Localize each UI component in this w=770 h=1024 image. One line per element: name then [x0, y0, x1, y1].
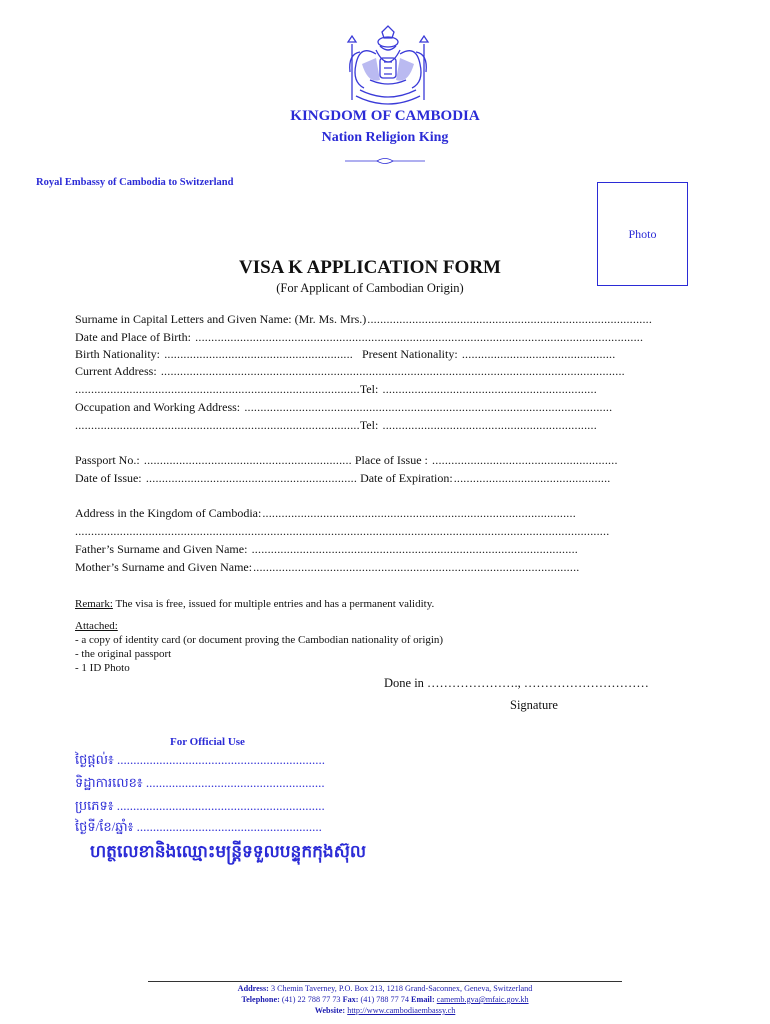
- footer-website: Website: http://www.cambodiaembassy.ch: [314, 1006, 456, 1015]
- footer-contacts: Telephone: (41) 22 788 77 73 Fax: (41) 788 77 74 Email: camemb.gva@mfaic.gov.kh: [241, 995, 529, 1004]
- official-line-issue-date: ថ្ងៃផ្តល់៖ ................................................................: [75, 752, 325, 767]
- official-line-date: ថ្ងៃទី/ខែ/ឆ្នាំ៖ .........................................................: [75, 819, 322, 834]
- footer-divider: [148, 981, 622, 982]
- field-occupation-tel[interactable]: .........................................................................................Tel: ...................................................................: [75, 418, 597, 432]
- field-full-name[interactable]: Surname in Capital Letters and Given Name: (Mr. Ms. Mrs.).........................................................................................: [75, 312, 653, 326]
- remark-text: The visa is free, issued for multiple entries and has a permanent validity.: [112, 598, 435, 610]
- field-cambodia-address-cont[interactable]: .......................................................................................................................................................................: [75, 524, 610, 538]
- ornamental-divider-icon: [345, 157, 425, 165]
- field-current-address[interactable]: Current Address: .................................................................................................................................................: [75, 364, 625, 378]
- field-issue-expiration-row[interactable]: Date of Issue: .................................................................. Date of Expiration:.................................................: [75, 471, 611, 485]
- kingdom-title: KINGDOM OF CAMBODIA: [290, 108, 480, 124]
- attached-label: Attached:: [75, 620, 118, 632]
- email-link[interactable]: camemb.gva@mfaic.gov.kh: [436, 995, 529, 1004]
- official-line-visa-number: ទិដ្ឋាការលេខ៖ .......................................................: [75, 775, 325, 790]
- field-cambodia-address[interactable]: Address in the Kingdom of Cambodia:..................................................................................................: [75, 506, 576, 520]
- passport-no-label: Passport No.:: [75, 453, 140, 467]
- form-title: VISA K APPLICATION FORM: [239, 257, 501, 278]
- footer-address: Address: 3 Chemin Taverney, P.O. Box 213, 1218 Grand-Saconnex, Geneva, Switzerland: [237, 984, 533, 993]
- consular-officer-signature-label: ហត្ថលេខានិងឈ្មោះមន្ត្រីទទួលបន្ទុកកុងស៊ុល: [90, 842, 367, 861]
- attached-item: - 1 ID Photo: [75, 662, 130, 674]
- field-nationality-row[interactable]: Birth Nationality: ........................................................... Present Nationality: ................................................: [75, 347, 616, 361]
- attached-item: - a copy of identity card (or document proving the Cambodian nationality of origin): [75, 634, 444, 646]
- royal-coat-of-arms-icon: [330, 24, 446, 110]
- attached-item: - the original passport: [75, 648, 172, 660]
- official-line-type: ប្រភេទ៖ ................................................................: [75, 798, 325, 813]
- official-use-title: For Official Use: [170, 736, 245, 748]
- embassy-name: Royal Embassy of Cambodia to Switzerland: [36, 177, 234, 188]
- national-motto: Nation Religion King: [321, 130, 449, 145]
- remark-label: Remark:: [75, 598, 113, 610]
- field-occupation[interactable]: Occupation and Working Address: ...................................................................................................................: [75, 400, 613, 414]
- date-of-expiration-label: Date of Expiration:: [360, 471, 453, 485]
- attached-list: [75, 619, 443, 675]
- birth-nationality-label: Birth Nationality:: [75, 347, 160, 361]
- photo-label: Photo: [628, 227, 657, 241]
- field-passport-row[interactable]: Passport No.: ................................................................. Place of Issue : ..........................................................: [75, 453, 618, 467]
- remark: [75, 598, 434, 610]
- signature-label: Signature: [510, 698, 558, 712]
- done-in-field[interactable]: Done in …………………., …………………………: [384, 676, 649, 690]
- field-mother-name[interactable]: Mother’s Surname and Given Name:......................................................................................................: [75, 560, 580, 574]
- website-link[interactable]: http://www.cambodiaembassy.ch: [347, 1006, 456, 1015]
- present-nationality-label: Present Nationality:: [362, 347, 458, 361]
- place-of-issue-label: Place of Issue :: [354, 453, 428, 467]
- field-father-name[interactable]: Father’s Surname and Given Name: ......................................................................................................: [75, 542, 579, 556]
- form-subtitle: (For Applicant of Cambodian Origin): [276, 281, 464, 295]
- field-birth-date-place[interactable]: Date and Place of Birth: ............................................................................................................................................: [75, 330, 644, 344]
- date-of-issue-label: Date of Issue:: [75, 471, 142, 485]
- field-address-tel[interactable]: .........................................................................................Tel: ...................................................................: [75, 382, 597, 396]
